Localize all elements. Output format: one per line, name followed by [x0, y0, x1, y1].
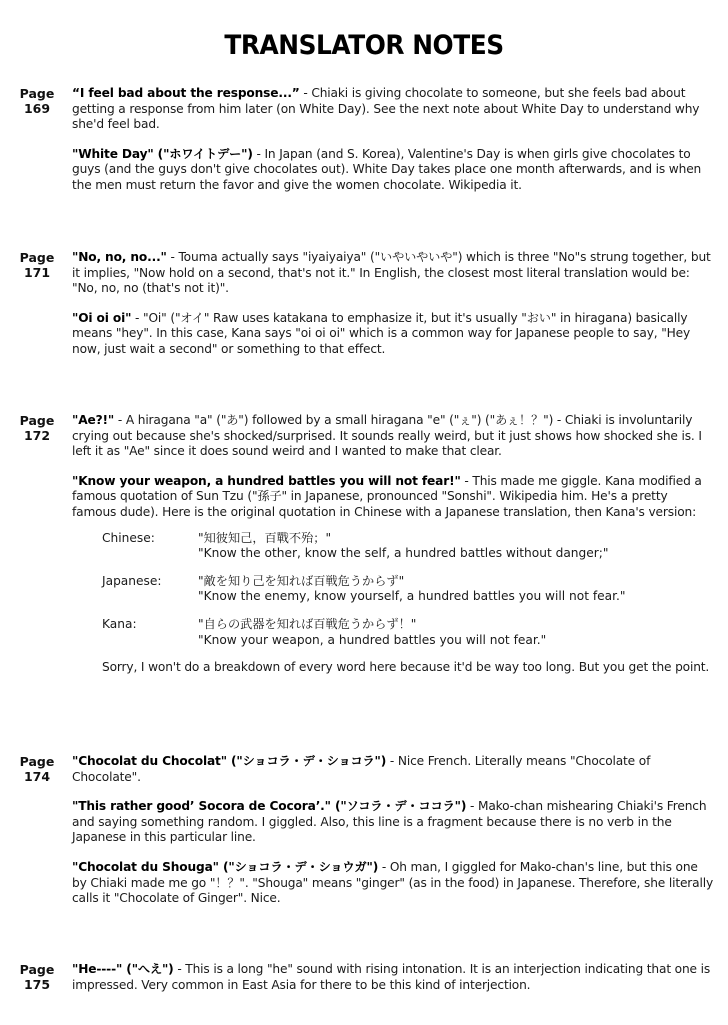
page-reference [14, 754, 60, 784]
note-term: "Chocolat du Shouga" ("ショコラ・デ・ショウガ") [72, 859, 379, 874]
note-term: "He----" ("へえ") [72, 962, 174, 976]
note [72, 311, 714, 358]
page-reference [14, 250, 60, 280]
note-term: "Oi oi oi" [72, 310, 132, 325]
page-number: 174 [23, 769, 51, 784]
note-term: “I feel bad about the response...” [72, 86, 300, 100]
quotation-row-japanese [102, 574, 714, 605]
quotation-row-kana [102, 617, 714, 648]
notes-list [72, 962, 714, 1005]
note-body: - Touma actually says "iyaiyaiya" ("いやいやいや") which is three "No"s strung together, but it implies, "Now hold on a second, that's not it." In English, the closest most literal translation would be: "No, no, no (that's not it)". [72, 250, 711, 296]
quotation-translation: "Know your weapon, a hundred battles you will not fear." [198, 632, 547, 647]
note-term: "Know your weapon, a hundred battles you will not fear!" [72, 473, 461, 488]
note-body: - "Oi" ("オイ" Raw uses katakana to emphasize it, but it's usually "おい" in hiragana) basically means "hey". In this case, Kana says "oi oi oi" which is a common way for Japanese people to say, "Hey now, just wait a second" or something to that effect. [72, 310, 691, 356]
closing-remark: Sorry, I won't do a breakdown of every word here because it'd be way too long. But you get the point. [102, 660, 710, 675]
page-label: Page [19, 413, 55, 428]
page-reference [14, 413, 60, 443]
note-body: - A hiragana "a" ("あ") followed by a small hiragana "e" ("ぇ") ("あぇ！？") - Chiaki is involuntarily crying out because she's shocked/surprised. It sounds really weird, but it just shows how shocked she is. I left it as "Ae" since it does sound weird and I wanted to make that clear. [72, 413, 702, 459]
quotation-translation: "Know the other, know the self, a hundred battles without danger;" [198, 546, 609, 561]
page-number: 175 [23, 977, 51, 992]
note-body: - In Japan (and S. Korea), Valentine's Day is when girls give chocolates to guys (and the guys don't give chocolates out). White Day takes place one month afterwards, and is when the men must return the favor and give the women chocolate. Wikipedia it. [72, 146, 702, 192]
note-term: "No, no, no..." [72, 250, 167, 264]
quotation-original: "知彼知己，百戰不殆；" [198, 530, 332, 545]
note [72, 86, 714, 133]
page-title: TRANSLATOR NOTES [224, 30, 504, 61]
quotation-original: "自らの武器を知れば百戦危うからず！" [198, 616, 417, 631]
note [72, 860, 714, 907]
note [72, 413, 714, 460]
note-term: "Ae?!" [72, 413, 115, 427]
note [72, 962, 714, 993]
quotation-language: Kana: [102, 616, 137, 631]
note-body: - This is a long "he" sound with rising intonation. It is an interjection indicating that one is impressed. Very common in East Asia for there to be this kind of interjection. [72, 962, 711, 992]
page-label: Page [19, 754, 55, 769]
note [72, 799, 714, 846]
note-body: - Nice French. Literally means "Chocolate of Chocolate". [72, 754, 651, 784]
quotation-text [198, 574, 626, 605]
notes-list [72, 86, 714, 206]
notes-list [72, 413, 714, 688]
note [72, 474, 714, 521]
quotation-translation: "Know the enemy, know yourself, a hundred battles you will not fear." [198, 589, 626, 604]
note-body: - This made me giggle. Kana modified a famous quotation of Sun Tzu ("孫子" in Japanese, pronounced "Sonshi". Wikipedia him. He's a pretty famous dude). Here is the original quotation in Chinese with a Japanese translation, then Kana's version: [72, 473, 702, 519]
page-label: Page [19, 86, 55, 101]
notes-list [72, 754, 714, 919]
note-body: - Mako-chan mishearing Chiaki's French and saying something random. I giggled. Also, this line is a fragment because there is no verb in the Japanese in this particular line. [72, 799, 707, 845]
note-body: - Oh man, I giggled for Mako-chan's line, but this one by Chiaki made me go "！？". "Shouga" means "ginger" (as in the food) in Japanese. Therefore, she literally calls it "Chocolate of Ginger". Nice. [72, 859, 714, 906]
quotation-text [198, 531, 609, 562]
note [72, 754, 714, 785]
quotation-text [198, 617, 546, 648]
note-term: "Chocolat du Chocolat" ("ショコラ・デ・ショコラ") [72, 754, 387, 768]
quotation-language: Chinese: [102, 530, 155, 545]
note [72, 250, 714, 297]
page-label: Page [19, 962, 55, 977]
note-term: "White Day" ("ホワイトデー") [72, 146, 253, 161]
note-term: "This rather good’ Socora de Cocora’." ("ソコラ・デ・ココラ") [72, 799, 467, 814]
page-number: 169 [23, 101, 51, 116]
page-number: 172 [23, 428, 51, 443]
notes-list [72, 250, 714, 370]
quotation-row-chinese [102, 531, 714, 562]
quotation-original: "敵を知り己を知れば百戦危うからず" [198, 573, 405, 588]
page-reference [14, 86, 60, 116]
quotation-language: Japanese: [102, 573, 162, 588]
note [72, 147, 714, 194]
quotation-table [102, 531, 714, 649]
page-number: 171 [23, 265, 51, 280]
page-reference [14, 962, 60, 992]
note-body: - Chiaki is giving chocolate to someone, but she feels bad about getting a response from him later (on White Day). See the next note about White Day to understand why she'd feel bad. [72, 86, 700, 132]
page-label: Page [19, 250, 55, 265]
